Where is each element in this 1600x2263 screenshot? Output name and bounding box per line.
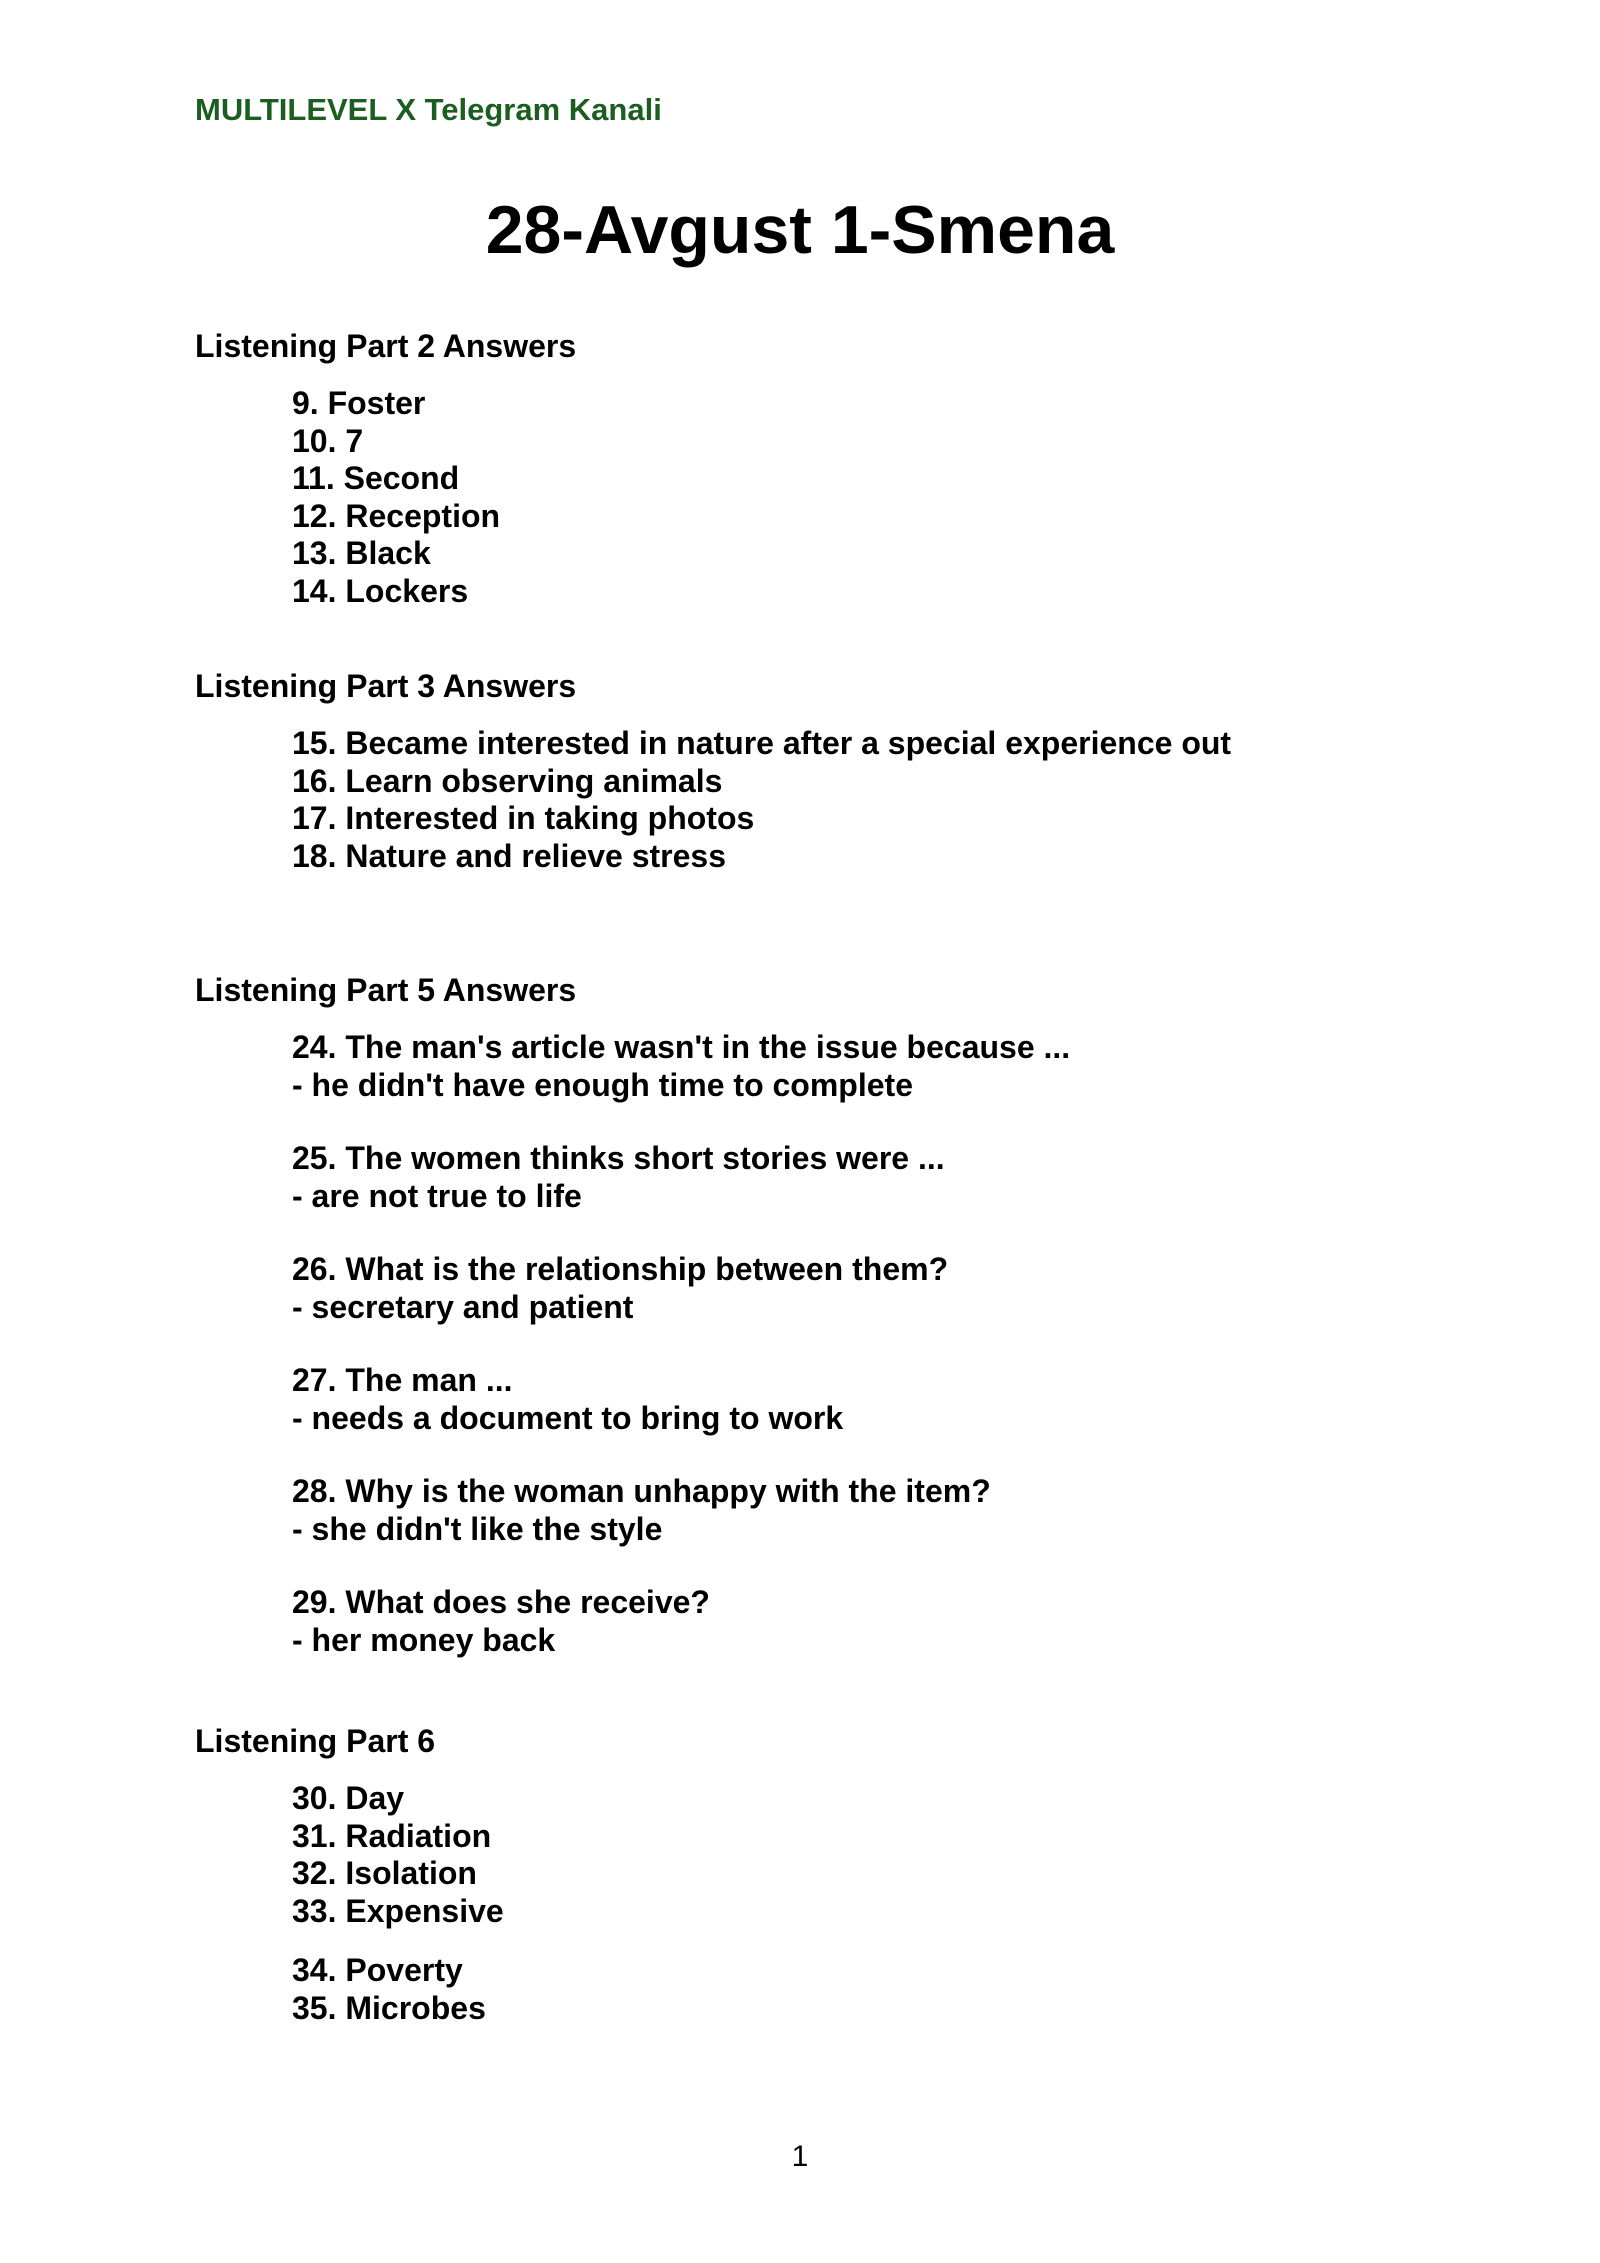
page-number: 1 [791, 2140, 809, 2173]
qa-item [292, 1584, 1070, 1659]
answer-item: 32. Isolation [292, 1855, 477, 1891]
qa-item [292, 1029, 1070, 1104]
answer-item: 17. Interested in taking photos [292, 800, 755, 836]
answer-list [292, 725, 1231, 875]
question-text: 27. The man ... [292, 1362, 513, 1398]
qa-item [292, 1473, 1070, 1548]
section-part6 [195, 1722, 504, 2027]
answer-item: 12. Reception [292, 497, 501, 534]
question-text: 26. What is the relationship between them? [292, 1251, 949, 1287]
answer-item: 33. Expensive [292, 1892, 504, 1929]
answer-text: - he didn't have enough time to complete [292, 1066, 913, 1103]
qa-item [292, 1251, 1070, 1326]
question-text: 24. The man's article wasn't in the issue because ... [292, 1029, 1071, 1065]
answer-item: 15. Became interested in nature after a special experience out [292, 725, 1232, 761]
qa-item [292, 1362, 1070, 1437]
answer-item: 30. Day [292, 1780, 405, 1816]
answer-list [292, 385, 576, 610]
answer-list [292, 1780, 504, 2027]
section-title: Listening Part 2 Answers [195, 328, 577, 364]
question-text: 25. The women thinks short stories were ... [292, 1140, 945, 1176]
question-text: 28. Why is the woman unhappy with the item? [292, 1473, 991, 1509]
list-spacer [292, 1930, 504, 1952]
qa-list [292, 1029, 1070, 1659]
qa-item [292, 1140, 1070, 1215]
answer-item: 13. Black [292, 535, 431, 571]
section-part2 [195, 327, 576, 610]
answer-text: - are not true to life [292, 1177, 582, 1214]
answer-item: 34. Poverty [292, 1952, 463, 1988]
section-part3 [195, 667, 1231, 875]
answer-item: 31. Radiation [292, 1817, 492, 1854]
channel-header: MULTILEVEL X Telegram Kanali [195, 92, 662, 127]
section-title: Listening Part 3 Answers [195, 668, 577, 704]
answer-text: - needs a document to bring to work [292, 1399, 844, 1436]
answer-text: - secretary and patient [292, 1288, 634, 1325]
section-title: Listening Part 6 [195, 1723, 436, 1759]
answer-item: 14. Lockers [292, 572, 469, 609]
section-part5 [195, 971, 1070, 1695]
answer-text: - she didn't like the style [292, 1510, 663, 1547]
page-title: 28-Avgust 1-Smena [485, 192, 1115, 268]
question-text: 29. What does she receive? [292, 1584, 710, 1620]
answer-item: 18. Nature and relieve stress [292, 837, 727, 874]
answer-item: 11. Second [292, 460, 460, 496]
answer-text: - her money back [292, 1621, 556, 1658]
answer-item: 16. Learn observing animals [292, 762, 723, 799]
answer-item: 35. Microbes [292, 1989, 486, 2026]
section-title: Listening Part 5 Answers [195, 972, 577, 1008]
answer-item: 10. 7 [292, 422, 364, 459]
answer-item: 9. Foster [292, 385, 426, 421]
